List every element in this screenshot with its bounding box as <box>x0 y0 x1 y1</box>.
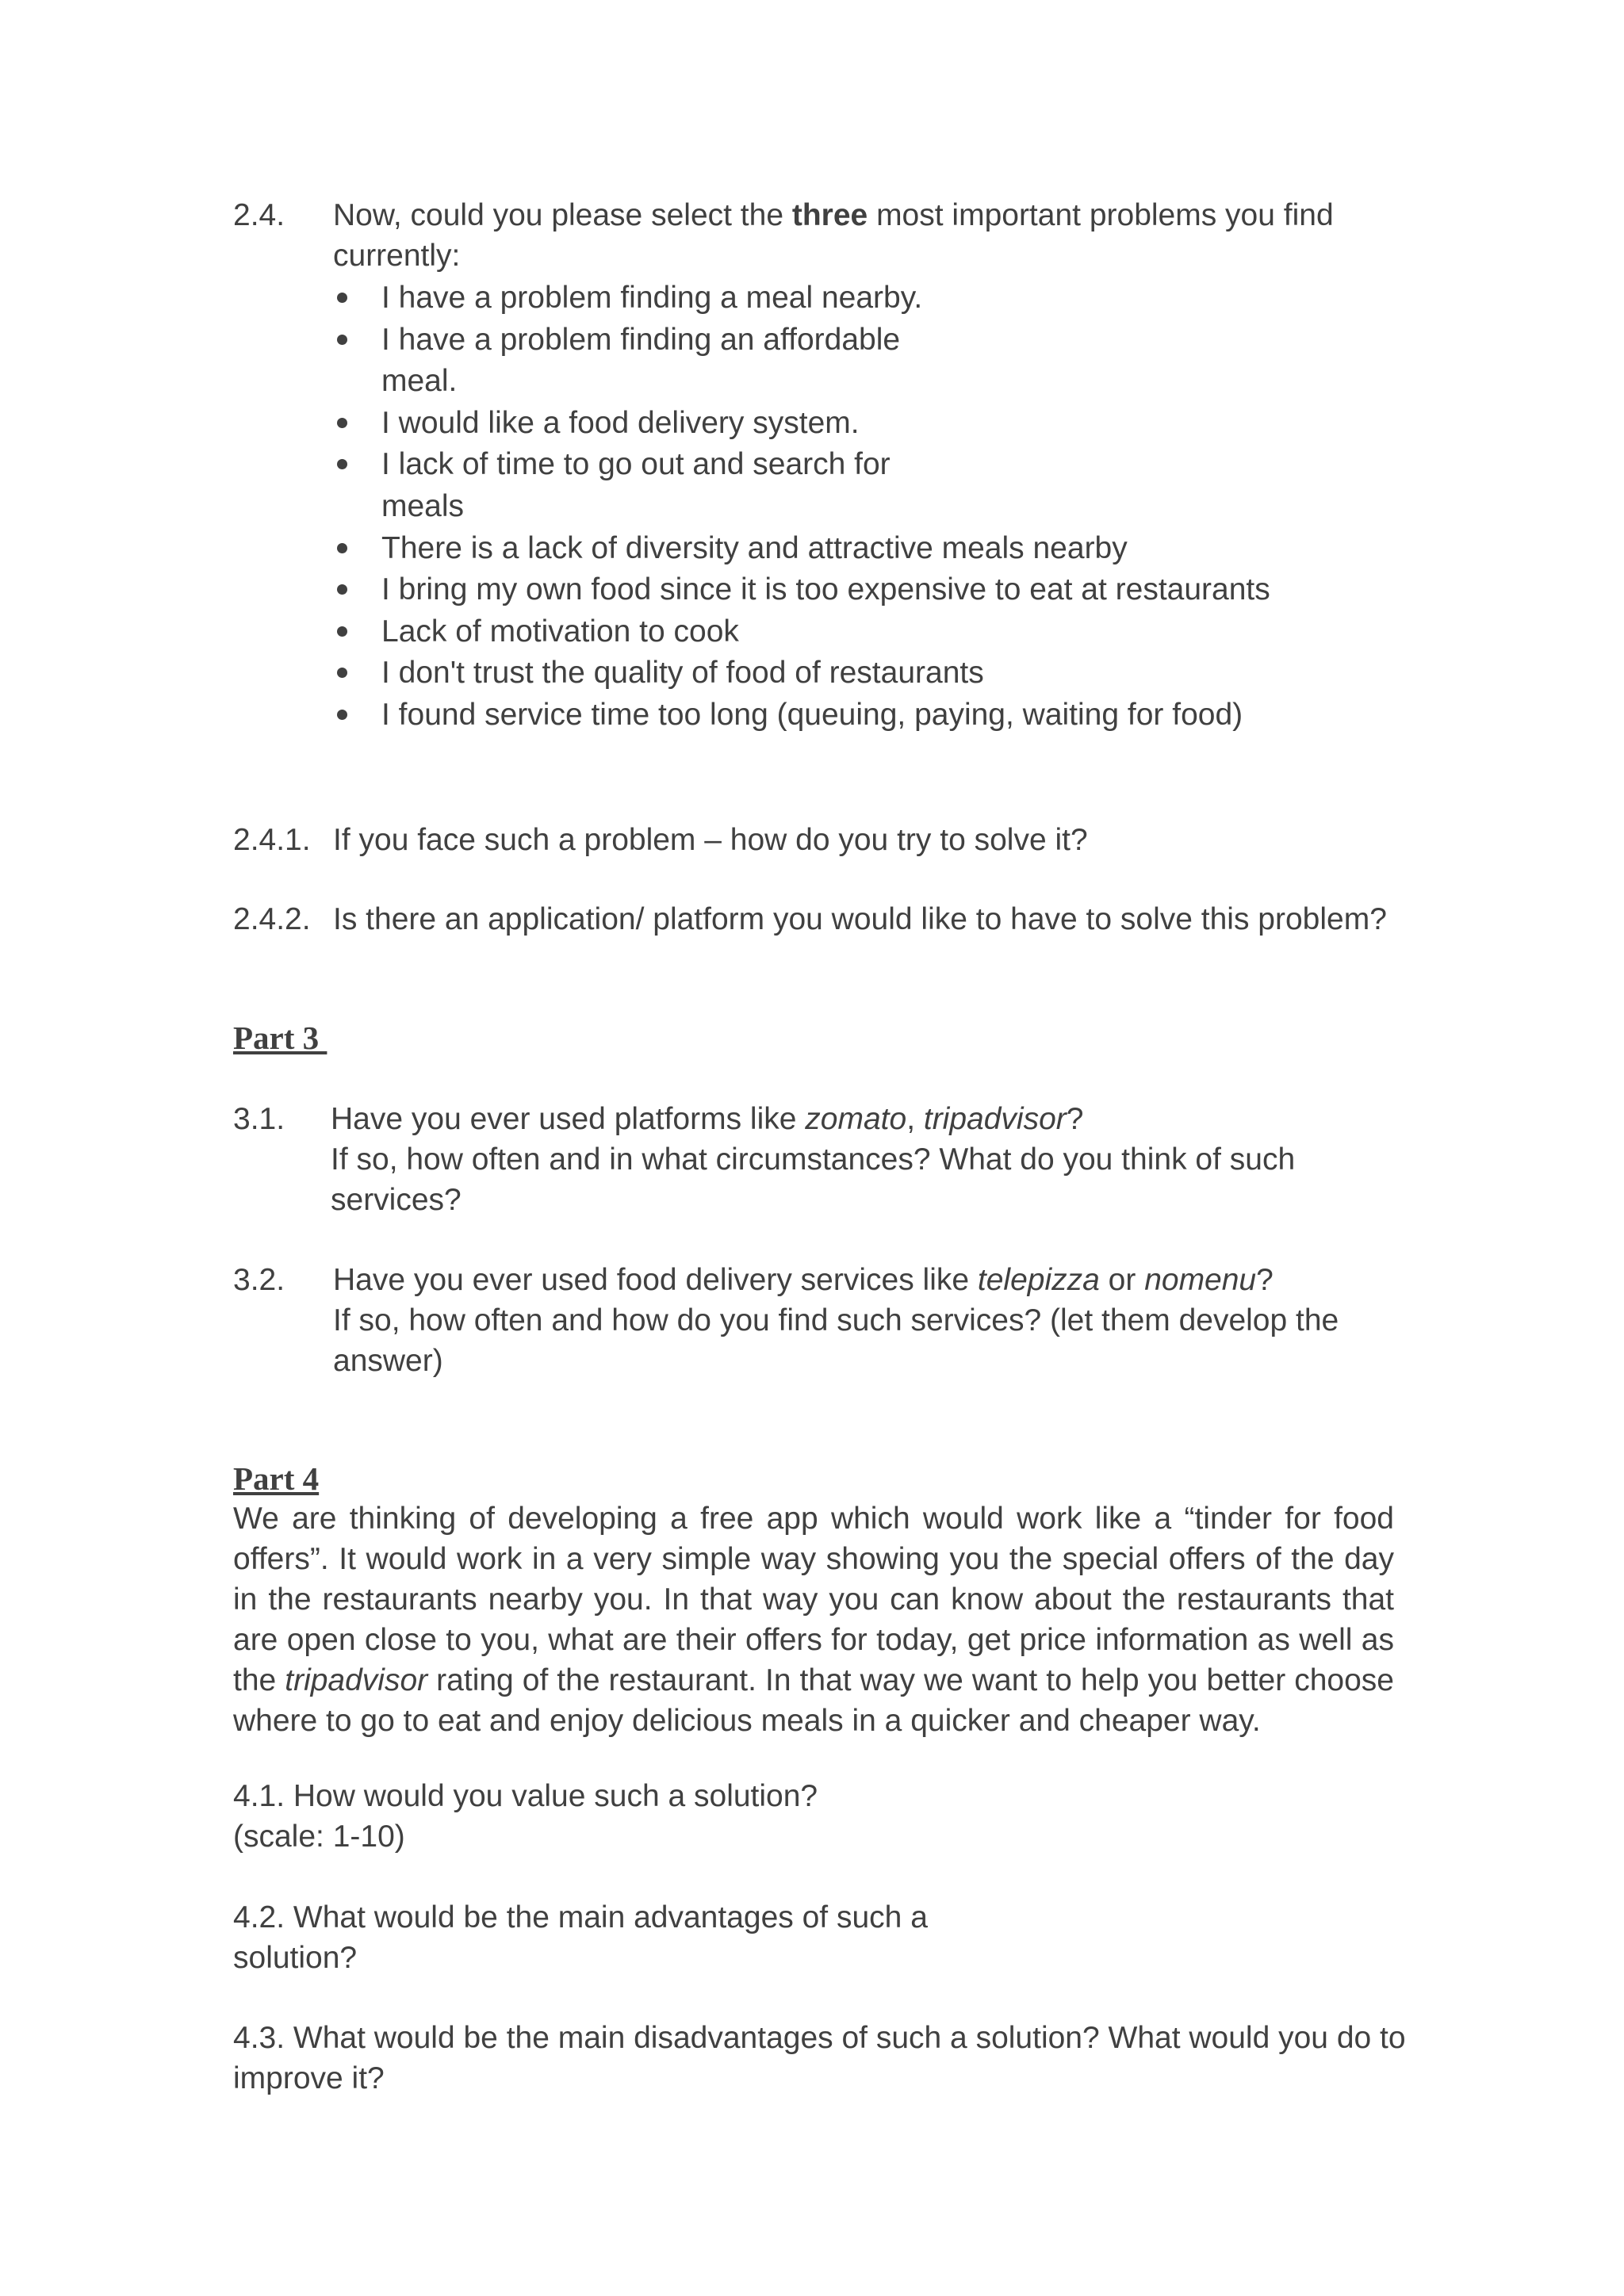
question-4-1-line1: 4.1. How would you value such a solution? <box>233 1779 818 1813</box>
question-4-1-line2: (scale: 1-10) <box>233 1820 405 1854</box>
option-item-text: I found service time too long (queuing, paying, waiting for food) <box>381 698 1243 732</box>
emphasis-three: three <box>791 198 868 232</box>
option-item-text: I would like a food delivery system. <box>381 405 860 440</box>
part-4-description: We are thinking of developing a free app which would work like a “tinder for food offers”. It would work in a very simple way showing you the special offers of the day in the restaurants nearby you. In that way you can know about the restaurants that are open close to you, what are their offers for today, get price information as well as the tripadvisor rating of the restaurant. In that way we want to help you better choose where to go to eat and enjoy delicious meals in a quicker and cheaper way. <box>233 1502 1394 1738</box>
question-3-2-line3: answer) <box>333 1344 443 1378</box>
bullet-icon <box>337 459 347 469</box>
question-number: 3.2. <box>233 1263 285 1297</box>
option-item-text: I don't trust the quality of food of restaurants <box>381 656 984 691</box>
question-number: 2.4.1. <box>233 823 311 857</box>
question-4-2-line2: solution? <box>233 1941 358 1975</box>
part-4-heading: Part 4 <box>233 1460 320 1497</box>
bullet-icon <box>337 668 347 678</box>
question-4-3-line2: improve it? <box>233 2061 385 2095</box>
question-3-1-line3: services? <box>331 1183 462 1217</box>
bullet-icon <box>337 584 347 595</box>
option-item-text: I lack of time to go out and search for <box>381 447 891 482</box>
question-number: 2.4. <box>233 198 285 232</box>
question-3-2-line1: Have you ever used food delivery services like telepizza or nomenu? <box>333 1263 1274 1297</box>
bullet-icon <box>337 293 347 303</box>
option-item-text: meals <box>381 489 465 523</box>
question-4-2-line1: 4.2. What would be the main advantages of such a <box>233 1900 928 1934</box>
option-item-text: I have a problem finding an affordable <box>381 322 901 357</box>
bullet-icon <box>337 626 347 637</box>
question-2-4-text-line2: currently: <box>333 239 461 273</box>
option-item-text: There is a lack of diversity and attractive meals nearby <box>381 530 1128 565</box>
bullet-icon <box>337 335 347 345</box>
part-3-heading: Part 3 <box>233 1020 327 1056</box>
question-4-3-line1: 4.3. What would be the main disadvantages of such a solution? What would you do to <box>233 2021 1406 2055</box>
question-2-4-1-text: If you face such a problem – how do you try to solve it? <box>333 823 1088 857</box>
option-item-text: Lack of motivation to cook <box>381 614 739 649</box>
bullet-icon <box>337 543 347 553</box>
question-2-4-text: Now, could you please select the three most important problems you find <box>333 198 1334 232</box>
question-number: 2.4.2. <box>233 902 311 936</box>
question-3-2-line2: If so, how often and how do you find such services? (let them develop the <box>333 1303 1339 1337</box>
option-item-text: I have a problem finding a meal nearby. <box>381 281 923 315</box>
option-item-text: meal. <box>381 364 458 399</box>
bullet-icon <box>337 418 347 428</box>
question-number: 3.1. <box>233 1102 285 1136</box>
option-item-text: I bring my own food since it is too expensive to eat at restaurants <box>381 572 1270 607</box>
bullet-icon <box>337 710 347 720</box>
question-2-4-2-text: Is there an application/ platform you would like to have to solve this problem? <box>333 902 1387 936</box>
question-3-1-line2: If so, how often and in what circumstances? What do you think of such <box>331 1142 1296 1177</box>
question-3-1-line1: Have you ever used platforms like zomato, tripadvisor? <box>331 1102 1084 1136</box>
